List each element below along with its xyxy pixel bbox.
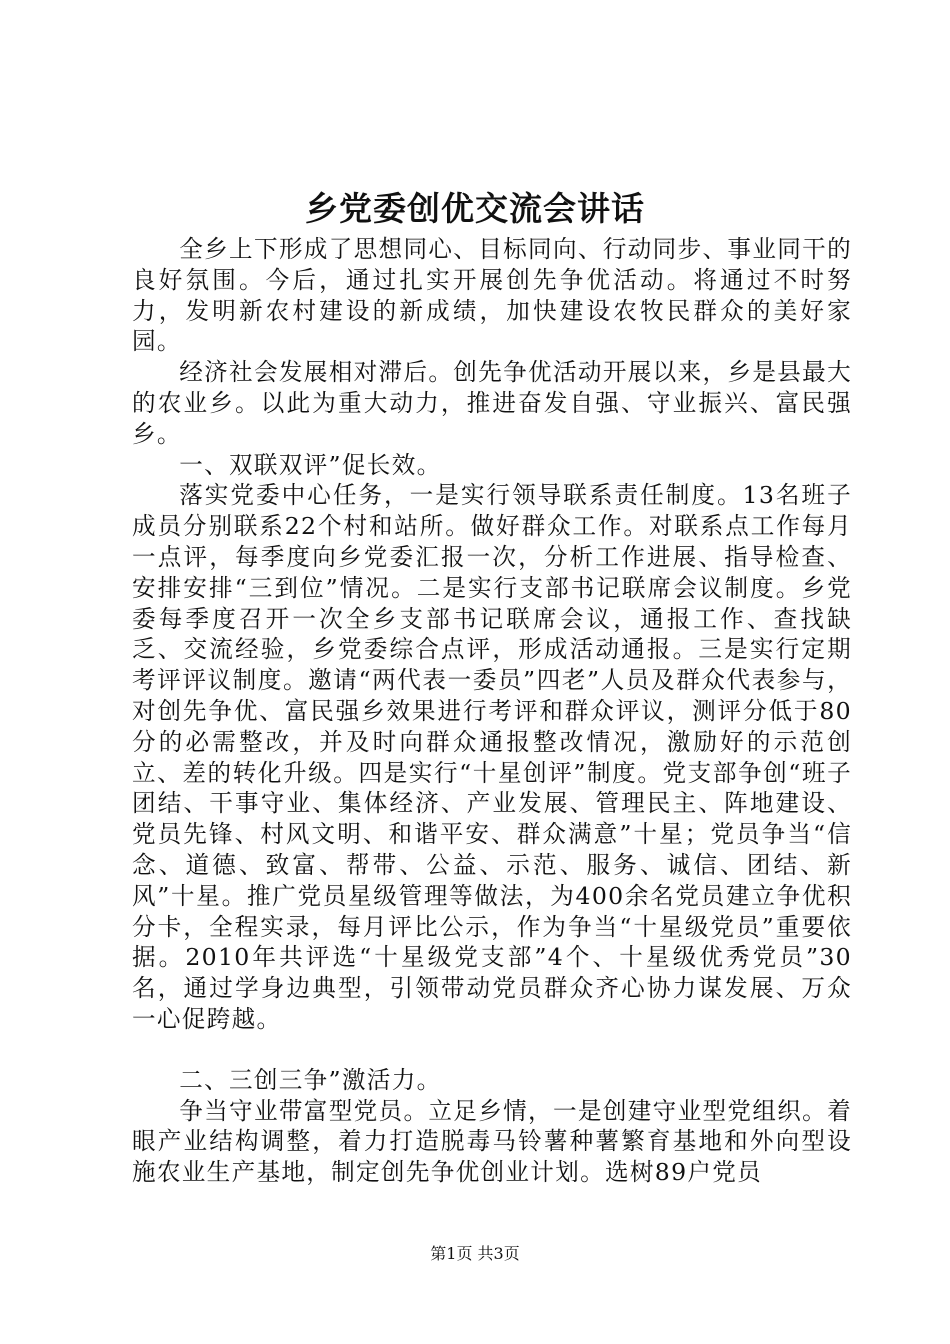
document-body — [132, 234, 852, 1188]
paragraph-section-1: 落实党委中心任务，一是实行领导联系责任制度。13名班子成员分别联系22个村和站所。做好群众工作。对联系点工作每月一点评，每季度向乡党委汇报一次，分析工作进展、指导检查、安排安排“三到位”情况。二是实行支部书记联席会议制度。乡党委每季度召开一次全乡支部书记联席会议，通报工作、查找缺乏、交流经验，乡党委综合点评，形成活动通报。三是实行定期考评评议制度。邀请“两代表一委员”四老”人员及群众代表参与，对创先争优、富民强乡效果进行考评和群众评议，测评分低于80分的必需整改，并及时向群众通报整改情况，激励好的示范创立、差的转化升级。四是实行“十星创评”制度。党支部争创“班子团结、干事守业、集体经济、产业发展、管理民主、阵地建设、党员先锋、村风文明、和谐平安、群众满意”十星；党员争当“信念、道德、致富、帮带、公益、示范、服务、诚信、团结、新风”十星。推广党员星级管理等做法，为400余名党员建立争优积分卡，全程实录，每月评比公示，作为争当“十星级党员”重要依据。2010年共评选“十星级党支部”4个、十星级优秀党员”30名，通过学身边典型，引领带动党员群众齐心协力谋发展、万众一心促跨越。 — [132, 481, 852, 1033]
paragraph-spacer — [132, 1035, 852, 1065]
paragraph-section-2: 争当守业带富型党员。立足乡情，一是创建守业型党组织。着眼产业结构调整，着力打造脱毒马铃薯种薯繁育基地和外向型设施农业生产基地，制定创先争优创业计划。选树89户党员 — [132, 1096, 852, 1187]
section-heading-1: 一、双联双评”促长效。 — [179, 450, 442, 479]
section-heading-2: 二、三创三争”激活力。 — [179, 1065, 442, 1094]
document-title: 乡党委创优交流会讲话 — [305, 189, 645, 228]
paragraph-background: 经济社会发展相对滞后。创先争优活动开展以来，乡是县最大的农业乡。以此为重大动力，推进奋发自强、守业振兴、富民强乡。 — [132, 358, 852, 448]
page-footer: 第1页 共3页 — [430, 1244, 520, 1263]
paragraph-intro: 全乡上下形成了思想同心、目标同向、行动同步、事业同干的良好氛围。今后，通过扎实开展创先争优活动。将通过不时努力，发明新农村建设的新成绩，加快建设农牧民群众的美好家园。 — [132, 235, 852, 356]
